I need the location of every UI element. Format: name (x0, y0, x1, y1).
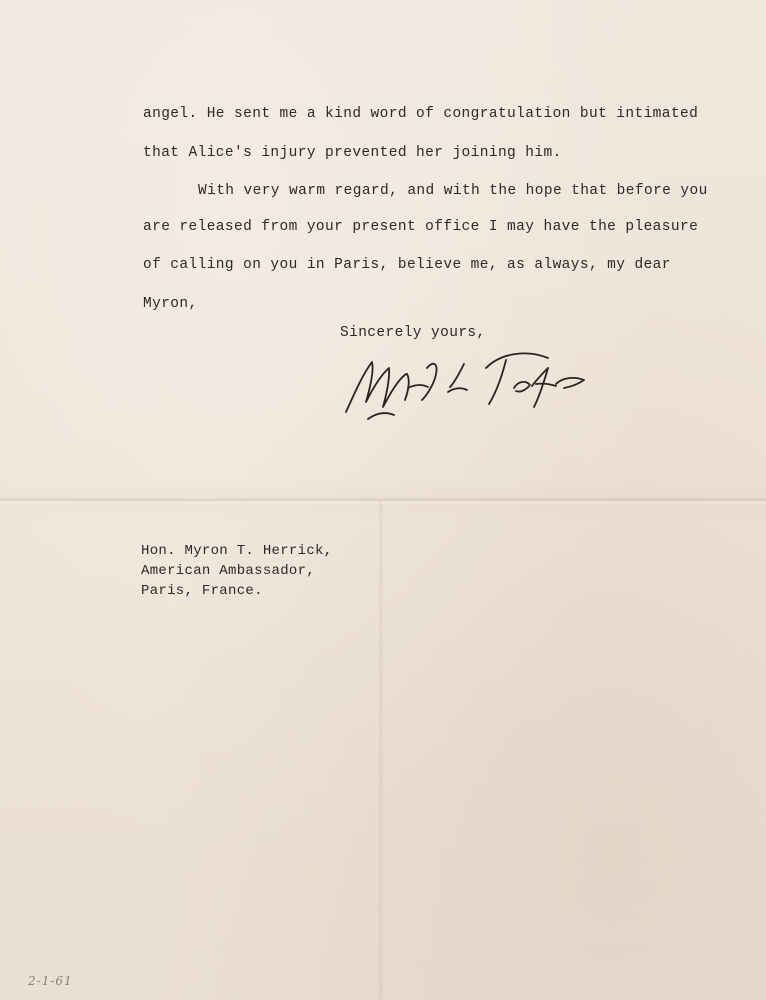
horizontal-fold (0, 497, 766, 505)
body-line-1: angel. He sent me a kind word of congratulation but intimated (143, 106, 699, 122)
body-line-2: that Alice's injury prevented her joining him. (143, 145, 562, 161)
recipient-name: Hon. Myron T. Herrick, (141, 543, 333, 559)
pencil-note: 2-1-61 (28, 974, 73, 988)
body-line-4: are released from your present office I may have the pleasure (143, 219, 699, 235)
closing-salutation: Sincerely yours, (340, 325, 486, 341)
body-line-3: With very warm regard, and with the hope that before you (198, 183, 708, 199)
recipient-location: Paris, France. (141, 583, 263, 599)
body-line-6: Myron, (143, 296, 198, 312)
body-line-5: of calling on you in Paris, believe me, as always, my dear (143, 257, 671, 273)
vertical-fold (378, 500, 383, 1000)
signature-image (338, 340, 598, 422)
recipient-title: American Ambassador, (141, 563, 316, 579)
